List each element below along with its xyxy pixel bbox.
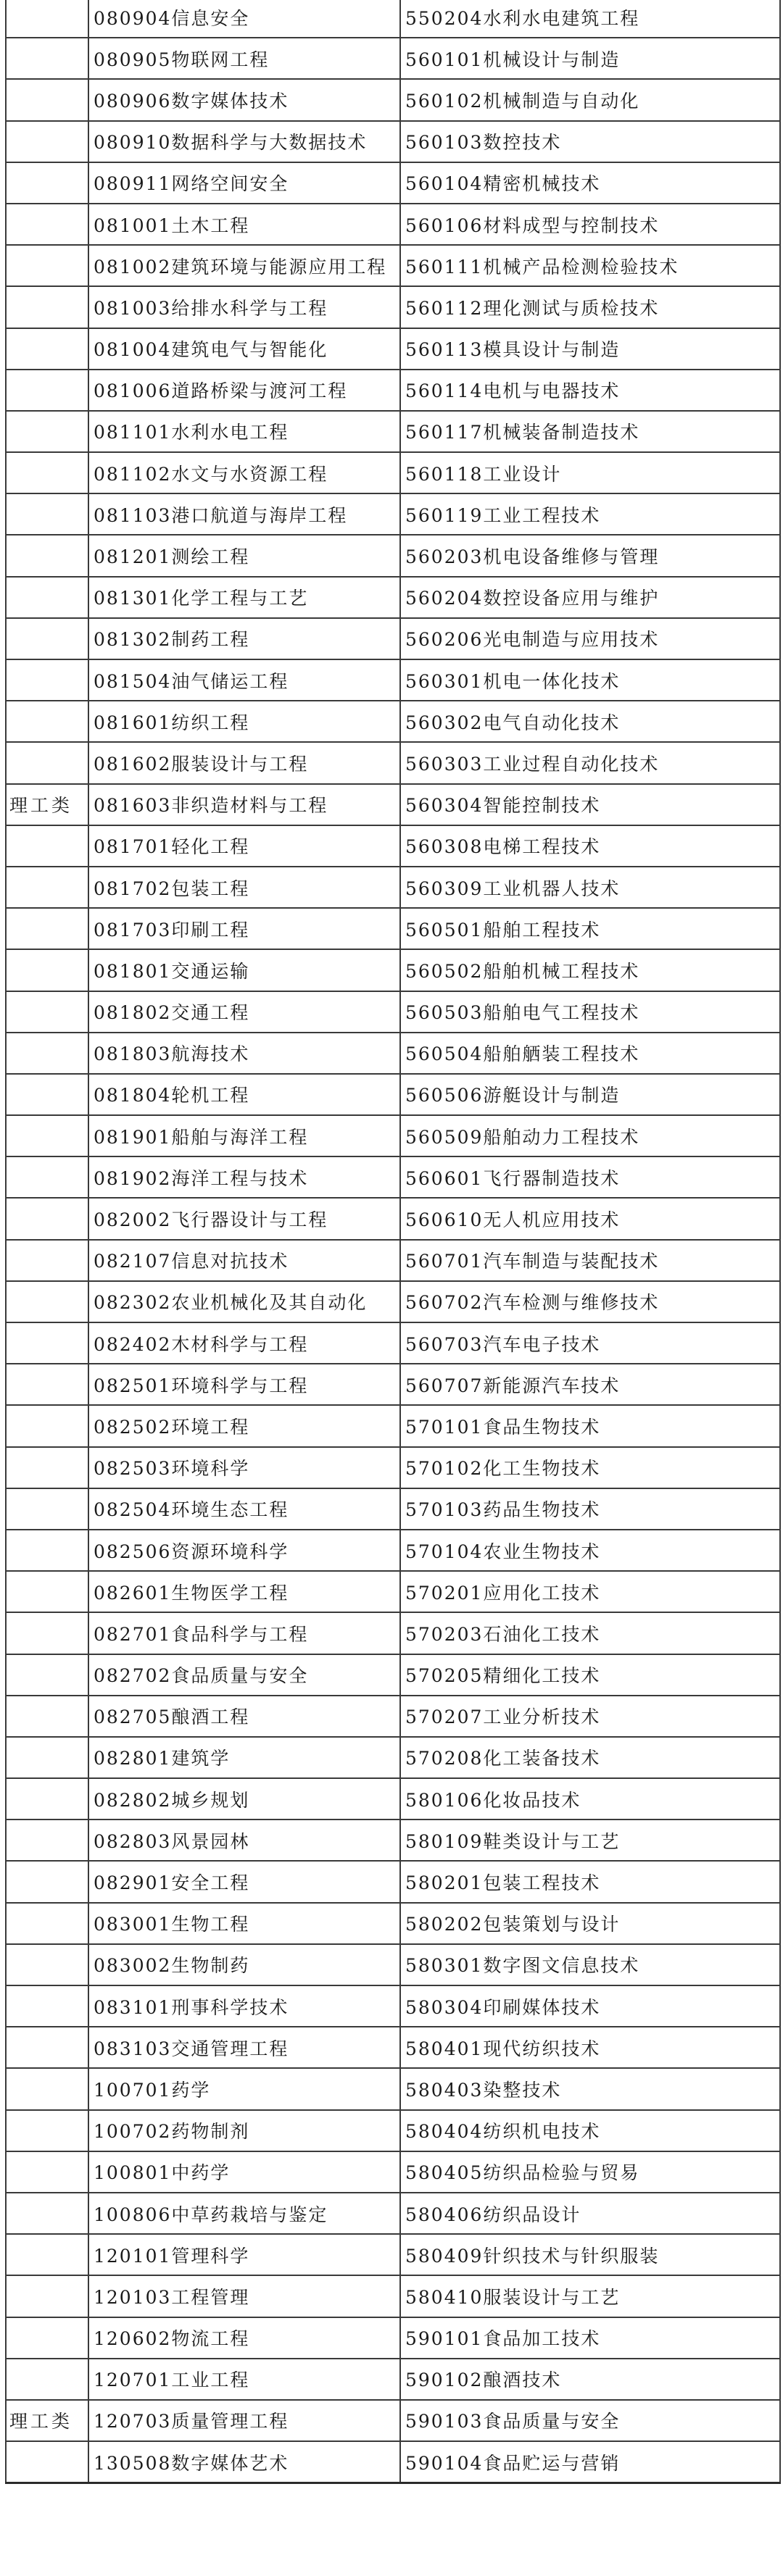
vocational-major-cell: 580202包装策划与设计	[400, 1903, 780, 1944]
table-row	[6, 2193, 780, 2234]
category-cell	[6, 867, 88, 908]
vocational-major-cell: 560301机电一体化技术	[400, 659, 780, 701]
vocational-major-cell: 560101机械设计与制造	[400, 38, 780, 79]
category-cell	[6, 1115, 88, 1156]
category-cell	[6, 991, 88, 1033]
undergrad-major-cell: 100801中药学	[88, 2151, 400, 2193]
category-cell	[6, 38, 88, 79]
category-cell	[6, 1530, 88, 1571]
category-cell	[6, 577, 88, 618]
undergrad-major-cell: 081001土木工程	[88, 204, 400, 245]
vocational-major-cell: 560103数控技术	[400, 121, 780, 162]
vocational-major-cell: 590103食品质量与安全	[400, 2400, 780, 2441]
major-mapping-table	[5, 0, 781, 2484]
vocational-major-cell: 580405纺织品检验与贸易	[400, 2151, 780, 2193]
vocational-major-cell: 580401现代纺织技术	[400, 2027, 780, 2068]
undergrad-major-cell: 080904信息安全	[88, 0, 400, 38]
undergrad-major-cell: 081102水文与水资源工程	[88, 452, 400, 493]
table-row	[6, 452, 780, 493]
vocational-major-cell: 560112理化测试与质检技术	[400, 286, 780, 328]
vocational-major-cell: 580201包装工程技术	[400, 1861, 780, 1902]
vocational-major-cell: 560707新能源汽车技术	[400, 1364, 780, 1405]
category-cell	[6, 286, 88, 328]
table-row	[6, 328, 780, 370]
category-cell	[6, 493, 88, 535]
table-row	[6, 2317, 780, 2359]
vocational-major-cell: 560114电机与电器技术	[400, 370, 780, 411]
table-row	[6, 370, 780, 411]
category-cell	[6, 1903, 88, 1944]
undergrad-major-cell: 081101水利水电工程	[88, 411, 400, 452]
category-cell	[6, 1033, 88, 1074]
undergrad-major-cell: 082506资源环境科学	[88, 1530, 400, 1571]
table-row	[6, 1488, 780, 1530]
table-row	[6, 1074, 780, 1115]
undergrad-major-cell: 081201测绘工程	[88, 535, 400, 576]
table-row	[6, 742, 780, 783]
category-cell	[6, 370, 88, 411]
table-row	[6, 79, 780, 120]
vocational-major-cell: 560104精密机械技术	[400, 162, 780, 204]
vocational-major-cell: 580301数字图文信息技术	[400, 1944, 780, 1985]
table-row	[6, 1322, 780, 1364]
table-row	[6, 1861, 780, 1902]
table-row	[6, 825, 780, 867]
table-row	[6, 1612, 780, 1654]
vocational-major-cell: 560113模具设计与制造	[400, 328, 780, 370]
undergrad-major-cell: 081901船舶与海洋工程	[88, 1115, 400, 1156]
undergrad-major-cell: 081701轻化工程	[88, 825, 400, 867]
undergrad-major-cell: 080911网络空间安全	[88, 162, 400, 204]
vocational-major-cell: 560501船舶工程技术	[400, 908, 780, 949]
table-row	[6, 2068, 780, 2109]
vocational-major-cell: 560304智能控制技术	[400, 784, 780, 825]
category-cell	[6, 1737, 88, 1778]
category-cell	[6, 1612, 88, 1654]
table-row	[6, 1198, 780, 1239]
vocational-major-cell: 570104农业生物技术	[400, 1530, 780, 1571]
table-row	[6, 949, 780, 991]
table-row	[6, 2441, 780, 2483]
undergrad-major-cell: 100702药物制剂	[88, 2110, 400, 2151]
undergrad-major-cell: 081801交通运输	[88, 949, 400, 991]
table-row	[6, 2234, 780, 2275]
undergrad-major-cell: 082501环境科学与工程	[88, 1364, 400, 1405]
table-row	[6, 1654, 780, 1696]
undergrad-major-cell: 120101管理科学	[88, 2234, 400, 2275]
vocational-major-cell: 560503船舶电气工程技术	[400, 991, 780, 1033]
vocational-major-cell: 560102机械制造与自动化	[400, 79, 780, 120]
undergrad-major-cell: 082402木材科学与工程	[88, 1322, 400, 1364]
vocational-major-cell: 570101食品生物技术	[400, 1405, 780, 1446]
table-row	[6, 286, 780, 328]
vocational-major-cell: 560106材料成型与控制技术	[400, 204, 780, 245]
vocational-major-cell: 560119工业工程技术	[400, 493, 780, 535]
category-cell	[6, 2027, 88, 2068]
category-cell	[6, 2275, 88, 2317]
table-row	[6, 1571, 780, 1612]
vocational-major-cell: 550204水利水电建筑工程	[400, 0, 780, 38]
vocational-major-cell: 570201应用化工技术	[400, 1571, 780, 1612]
category-cell	[6, 1696, 88, 1737]
vocational-major-cell: 560302电气自动化技术	[400, 701, 780, 742]
category-cell	[6, 2151, 88, 2193]
undergrad-major-cell: 081002建筑环境与能源应用工程	[88, 245, 400, 286]
category-cell	[6, 1944, 88, 1985]
table-row	[6, 204, 780, 245]
table-row	[6, 1115, 780, 1156]
undergrad-major-cell: 081803航海技术	[88, 1033, 400, 1074]
category-cell	[6, 535, 88, 576]
category-cell	[6, 2193, 88, 2234]
category-cell: 理工类	[6, 784, 88, 825]
table-row	[6, 493, 780, 535]
table-row	[6, 1985, 780, 2027]
vocational-major-cell: 590102酿酒技术	[400, 2359, 780, 2400]
vocational-major-cell: 570208化工装备技术	[400, 1737, 780, 1778]
category-cell	[6, 1820, 88, 1861]
category-cell	[6, 1778, 88, 1820]
category-cell	[6, 79, 88, 120]
table-row	[6, 1737, 780, 1778]
undergrad-major-cell: 082002飞行器设计与工程	[88, 1198, 400, 1239]
table-row	[6, 1156, 780, 1198]
vocational-major-cell: 560203机电设备维修与管理	[400, 535, 780, 576]
vocational-major-cell: 560509船舶动力工程技术	[400, 1115, 780, 1156]
category-cell	[6, 1985, 88, 2027]
table-body	[6, 0, 780, 2483]
undergrad-major-cell: 100806中草药栽培与鉴定	[88, 2193, 400, 2234]
category-cell	[6, 1074, 88, 1115]
vocational-major-cell: 580109鞋类设计与工艺	[400, 1820, 780, 1861]
category-cell	[6, 1447, 88, 1488]
vocational-major-cell: 560303工业过程自动化技术	[400, 742, 780, 783]
undergrad-major-cell: 083101刑事科学技术	[88, 1985, 400, 2027]
undergrad-major-cell: 081702包装工程	[88, 867, 400, 908]
category-cell	[6, 949, 88, 991]
vocational-major-cell: 580106化妆品技术	[400, 1778, 780, 1820]
category-cell	[6, 1488, 88, 1530]
table-row	[6, 659, 780, 701]
vocational-major-cell: 560502船舶机械工程技术	[400, 949, 780, 991]
vocational-major-cell: 560308电梯工程技术	[400, 825, 780, 867]
table-row	[6, 411, 780, 452]
table-row	[6, 1778, 780, 1820]
table-row	[6, 1820, 780, 1861]
vocational-major-cell: 580410服装设计与工艺	[400, 2275, 780, 2317]
undergrad-major-cell: 082802城乡规划	[88, 1778, 400, 1820]
undergrad-major-cell: 083001生物工程	[88, 1903, 400, 1944]
table-row	[6, 2151, 780, 2193]
category-cell	[6, 618, 88, 659]
vocational-major-cell: 570205精细化工技术	[400, 1654, 780, 1696]
undergrad-major-cell: 081602服装设计与工程	[88, 742, 400, 783]
category-cell	[6, 1571, 88, 1612]
major-mapping-table-container	[5, 0, 781, 2484]
category-cell	[6, 204, 88, 245]
category-cell	[6, 162, 88, 204]
vocational-major-cell: 560117机械装备制造技术	[400, 411, 780, 452]
undergrad-major-cell: 083103交通管理工程	[88, 2027, 400, 2068]
category-cell	[6, 2317, 88, 2359]
category-cell	[6, 659, 88, 701]
table-row	[6, 2275, 780, 2317]
table-row	[6, 867, 780, 908]
category-cell	[6, 2359, 88, 2400]
table-row	[6, 38, 780, 79]
category-cell	[6, 1405, 88, 1446]
vocational-major-cell: 570203石油化工技术	[400, 1612, 780, 1654]
category-cell	[6, 1322, 88, 1364]
category-cell	[6, 2068, 88, 2109]
vocational-major-cell: 560610无人机应用技术	[400, 1198, 780, 1239]
category-cell	[6, 1198, 88, 1239]
vocational-major-cell: 560506游艇设计与制造	[400, 1074, 780, 1115]
undergrad-major-cell: 082302农业机械化及其自动化	[88, 1281, 400, 1322]
table-row	[6, 162, 780, 204]
undergrad-major-cell: 081103港口航道与海岸工程	[88, 493, 400, 535]
vocational-major-cell: 560504船舶舾装工程技术	[400, 1033, 780, 1074]
table-row	[6, 245, 780, 286]
category-cell	[6, 2234, 88, 2275]
vocational-major-cell: 560701汽车制造与装配技术	[400, 1240, 780, 1281]
undergrad-major-cell: 100701药学	[88, 2068, 400, 2109]
undergrad-major-cell: 081003给排水科学与工程	[88, 286, 400, 328]
table-row	[6, 1240, 780, 1281]
undergrad-major-cell: 081004建筑电气与智能化	[88, 328, 400, 370]
undergrad-major-cell: 081802交通工程	[88, 991, 400, 1033]
undergrad-major-cell: 081504油气储运工程	[88, 659, 400, 701]
vocational-major-cell: 580409针织技术与针织服装	[400, 2234, 780, 2275]
vocational-major-cell: 560111机械产品检测检验技术	[400, 245, 780, 286]
vocational-major-cell: 580403染整技术	[400, 2068, 780, 2109]
table-row	[6, 784, 780, 825]
vocational-major-cell: 560601飞行器制造技术	[400, 1156, 780, 1198]
undergrad-major-cell: 081804轮机工程	[88, 1074, 400, 1115]
undergrad-major-cell: 081601纺织工程	[88, 701, 400, 742]
category-cell	[6, 1240, 88, 1281]
table-row	[6, 535, 780, 576]
table-row	[6, 121, 780, 162]
vocational-major-cell: 580304印刷媒体技术	[400, 1985, 780, 2027]
undergrad-major-cell: 081301化学工程与工艺	[88, 577, 400, 618]
table-row	[6, 991, 780, 1033]
undergrad-major-cell: 120103工程管理	[88, 2275, 400, 2317]
undergrad-major-cell: 082601生物医学工程	[88, 1571, 400, 1612]
table-row	[6, 2110, 780, 2151]
vocational-major-cell: 590101食品加工技术	[400, 2317, 780, 2359]
undergrad-major-cell: 081302制药工程	[88, 618, 400, 659]
category-cell	[6, 1156, 88, 1198]
table-row	[6, 1944, 780, 1985]
category-cell	[6, 2110, 88, 2151]
undergrad-major-cell: 120701工业工程	[88, 2359, 400, 2400]
table-row	[6, 1281, 780, 1322]
undergrad-major-cell: 082705酿酒工程	[88, 1696, 400, 1737]
table-row	[6, 701, 780, 742]
table-row	[6, 0, 780, 38]
undergrad-major-cell: 081703印刷工程	[88, 908, 400, 949]
vocational-major-cell: 560703汽车电子技术	[400, 1322, 780, 1364]
vocational-major-cell: 570103药品生物技术	[400, 1488, 780, 1530]
category-cell	[6, 411, 88, 452]
undergrad-major-cell: 082901安全工程	[88, 1861, 400, 1902]
table-row	[6, 2027, 780, 2068]
category-cell	[6, 1281, 88, 1322]
category-cell	[6, 1364, 88, 1405]
category-cell	[6, 908, 88, 949]
undergrad-major-cell: 082702食品质量与安全	[88, 1654, 400, 1696]
undergrad-major-cell: 081006道路桥梁与渡河工程	[88, 370, 400, 411]
category-cell	[6, 245, 88, 286]
table-row	[6, 577, 780, 618]
table-row	[6, 1447, 780, 1488]
category-cell	[6, 2441, 88, 2483]
table-row	[6, 1696, 780, 1737]
undergrad-major-cell: 081902海洋工程与技术	[88, 1156, 400, 1198]
undergrad-major-cell: 120703质量管理工程	[88, 2400, 400, 2441]
category-cell	[6, 452, 88, 493]
vocational-major-cell: 570207工业分析技术	[400, 1696, 780, 1737]
vocational-major-cell: 560118工业设计	[400, 452, 780, 493]
vocational-major-cell: 580406纺织品设计	[400, 2193, 780, 2234]
vocational-major-cell: 560702汽车检测与维修技术	[400, 1281, 780, 1322]
vocational-major-cell: 580404纺织机电技术	[400, 2110, 780, 2151]
vocational-major-cell: 560206光电制造与应用技术	[400, 618, 780, 659]
undergrad-major-cell: 130508数字媒体艺术	[88, 2441, 400, 2483]
table-row	[6, 618, 780, 659]
vocational-major-cell: 590104食品贮运与营销	[400, 2441, 780, 2483]
category-cell	[6, 1861, 88, 1902]
category-cell	[6, 328, 88, 370]
undergrad-major-cell: 081603非织造材料与工程	[88, 784, 400, 825]
table-row	[6, 1903, 780, 1944]
category-cell	[6, 121, 88, 162]
category-cell: 理工类	[6, 2400, 88, 2441]
undergrad-major-cell: 083002生物制药	[88, 1944, 400, 1985]
undergrad-major-cell: 082701食品科学与工程	[88, 1612, 400, 1654]
vocational-major-cell: 560204数控设备应用与维护	[400, 577, 780, 618]
undergrad-major-cell: 120602物流工程	[88, 2317, 400, 2359]
undergrad-major-cell: 080910数据科学与大数据技术	[88, 121, 400, 162]
table-row	[6, 908, 780, 949]
undergrad-major-cell: 082504环境生态工程	[88, 1488, 400, 1530]
undergrad-major-cell: 080906数字媒体技术	[88, 79, 400, 120]
category-cell	[6, 1654, 88, 1696]
table-row	[6, 1364, 780, 1405]
category-cell	[6, 742, 88, 783]
category-cell	[6, 825, 88, 867]
undergrad-major-cell: 082801建筑学	[88, 1737, 400, 1778]
table-row	[6, 2400, 780, 2441]
category-cell	[6, 0, 88, 38]
table-row	[6, 2359, 780, 2400]
table-row	[6, 1405, 780, 1446]
undergrad-major-cell: 082503环境科学	[88, 1447, 400, 1488]
undergrad-major-cell: 082803风景园林	[88, 1820, 400, 1861]
table-row	[6, 1530, 780, 1571]
undergrad-major-cell: 082502环境工程	[88, 1405, 400, 1446]
undergrad-major-cell: 080905物联网工程	[88, 38, 400, 79]
category-cell	[6, 701, 88, 742]
undergrad-major-cell: 082107信息对抗技术	[88, 1240, 400, 1281]
table-row	[6, 1033, 780, 1074]
vocational-major-cell: 570102化工生物技术	[400, 1447, 780, 1488]
vocational-major-cell: 560309工业机器人技术	[400, 867, 780, 908]
